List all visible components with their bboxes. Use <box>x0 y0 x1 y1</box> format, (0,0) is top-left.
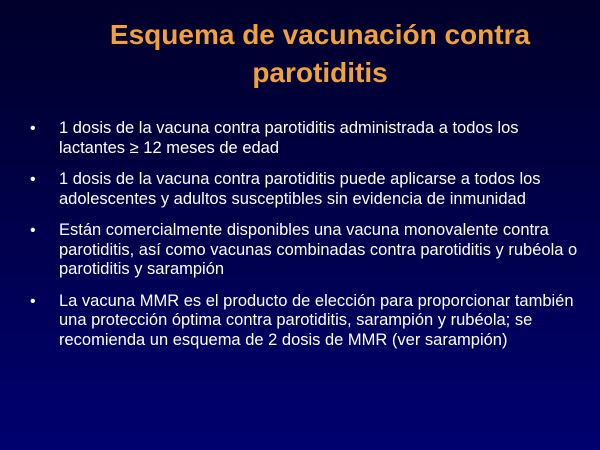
bullet-item <box>30 292 580 351</box>
bullet-text: La vacuna MMR es el producto de elección para proporcionar también una protección óptima contra parotiditis, sarampión y rubéola; se recomienda un esquema de 2 dosis de MMR (ver sarampión) <box>59 291 574 349</box>
slide-title: Esquema de vacunación contra parotiditis <box>109 19 531 88</box>
bullet-icon: • <box>30 292 36 310</box>
bullet-item <box>30 221 580 280</box>
bullet-item <box>30 119 580 158</box>
bullet-item <box>30 170 580 209</box>
bullet-icon: • <box>30 171 36 188</box>
bullet-text: 1 dosis de la vacuna contra parotiditis puede aplicarse a todos los adolescentes y adultos susceptibles sin evidencia de inmunidad <box>59 170 541 208</box>
bullet-text: 1 dosis de la vacuna contra parotiditis administrada a todos los lactantes ≥ 12 meses de edad <box>59 119 519 157</box>
bullet-text: Están comercialmente disponibles una vacuna monovalente contra parotiditis, así como vacunas combinadas contra parotiditis y rubéola o parotiditis y sarampión <box>59 221 578 278</box>
bullet-icon: • <box>30 120 36 137</box>
bullet-list <box>30 119 580 362</box>
bullet-icon: • <box>30 222 36 239</box>
